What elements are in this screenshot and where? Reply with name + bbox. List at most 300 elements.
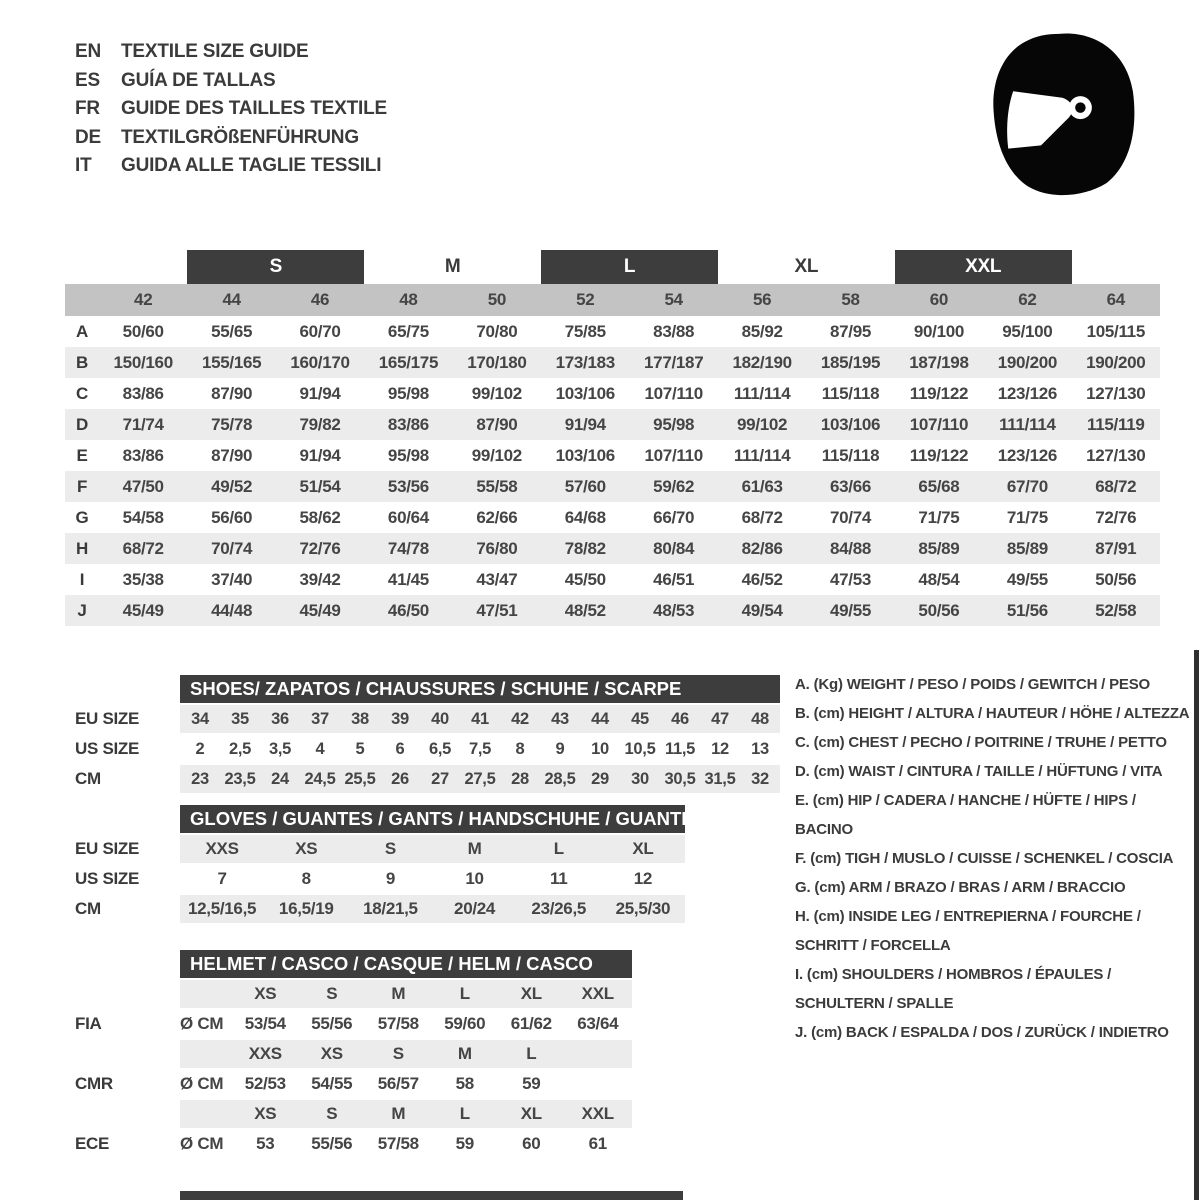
- gloves-cm-row: [75, 895, 685, 923]
- numeric-size: 46: [310, 290, 330, 309]
- lang-title: TEXTILGRÖßENFÜHRUNG: [121, 126, 359, 148]
- size-cell: 91/94: [299, 445, 341, 465]
- size-cell: 45/49: [299, 600, 341, 620]
- legend-line: J. (cm) BACK / ESPALDA / DOS / ZURÜCK / INDIETRO: [795, 1024, 1169, 1041]
- helmet-size-value: 59: [455, 1134, 474, 1153]
- shoe-us-size: 6,5: [428, 739, 452, 758]
- row-letter: I: [79, 569, 85, 589]
- size-cell: 90/100: [913, 321, 965, 341]
- shoe-cm-size: 28,5: [544, 769, 576, 788]
- language-title-block: [75, 38, 387, 181]
- lang-title: GUIDA ALLE TAGLIE TESSILI: [121, 155, 382, 176]
- lang-row-it: [75, 152, 387, 181]
- size-cell: 111/114: [733, 383, 791, 403]
- legend-line: E. (cm) HIP / CADERA / HANCHE / HÜFTE / HIPS / BACINO: [795, 792, 1136, 838]
- eu-size-label: EU SIZE: [75, 839, 140, 858]
- size-cell: 111/114: [999, 414, 1056, 434]
- shoe-eu-size: 35: [231, 709, 249, 728]
- shoe-cm-size: 31,5: [704, 769, 736, 788]
- numeric-size: 64: [1106, 290, 1125, 309]
- size-cell: 85/89: [1006, 538, 1048, 558]
- lang-row-es: [75, 67, 387, 96]
- size-cell: 119/122: [909, 445, 969, 465]
- size-cell: 87/95: [830, 321, 872, 341]
- size-cell: 50/60: [122, 321, 164, 341]
- shoe-eu-size: 34: [191, 709, 209, 728]
- size-cell: 150/160: [113, 352, 173, 372]
- size-cell: 61/63: [741, 476, 783, 496]
- size-cell: 57/60: [564, 476, 606, 496]
- helmet-size-value: 60: [522, 1134, 541, 1153]
- row-letter: B: [76, 352, 88, 372]
- table-row-a: [65, 316, 1160, 347]
- spacer: [75, 980, 180, 1008]
- size-cell: 39/42: [299, 569, 341, 589]
- gloves-us-row: [75, 865, 685, 893]
- size-group-s: S: [187, 250, 364, 284]
- size-cell: 160/170: [290, 352, 350, 372]
- diameter-cm-label: Ø CM: [180, 1074, 224, 1093]
- size-cell: 115/119: [1087, 414, 1145, 434]
- shoe-eu-size: 41: [471, 709, 489, 728]
- glove-us-size: 9: [385, 869, 395, 888]
- size-cell: 111/114: [733, 445, 791, 465]
- size-cell: 68/72: [1095, 476, 1137, 496]
- size-cell: 99/102: [737, 414, 788, 434]
- lang-row-de: [75, 124, 387, 153]
- glove-eu-size: L: [553, 839, 564, 858]
- legend-line: B. (cm) HEIGHT / ALTURA / HAUTEUR / HÖHE / ALTEZZA: [795, 705, 1190, 722]
- glove-cm-size: 20/24: [454, 899, 496, 918]
- size-cell: 55/58: [476, 476, 518, 496]
- helmet-size-label: M: [391, 1104, 406, 1123]
- row-letter: C: [76, 383, 88, 403]
- numeric-size: 56: [752, 290, 772, 309]
- helmet-size-value: 61/62: [510, 1014, 552, 1033]
- lang-title: GUÍA DE TALLAS: [121, 69, 276, 91]
- numeric-size: 52: [576, 290, 595, 309]
- size-cell: 62/66: [476, 507, 518, 527]
- lang-code: IT: [75, 155, 92, 176]
- legend-line: D. (cm) WAIST / CINTURA / TAILLE / HÜFTUNG / VITA: [795, 763, 1163, 780]
- shoe-cm-size: 23,5: [224, 769, 256, 788]
- size-cell: 66/70: [653, 507, 695, 527]
- size-cell: 91/94: [299, 383, 341, 403]
- shoes-us-row: [75, 735, 780, 763]
- helmet-size-value: 57/58: [377, 1014, 419, 1033]
- size-cell: 119/122: [909, 383, 969, 403]
- shoe-eu-size: 37: [311, 709, 329, 728]
- glove-us-size: 7: [217, 869, 227, 888]
- size-cell: 82/86: [741, 538, 783, 558]
- size-cell: 190/200: [997, 352, 1058, 372]
- size-cell: 78/82: [564, 538, 606, 558]
- helmet-size-value: 59/60: [444, 1014, 486, 1033]
- size-cell: 56/60: [211, 507, 253, 527]
- helmet-size-value: 63/64: [577, 1014, 619, 1033]
- size-cell: 72/76: [299, 538, 341, 558]
- racing-helmet-icon: [982, 28, 1146, 202]
- size-cell: 91/94: [564, 414, 606, 434]
- size-cell: 51/56: [1006, 600, 1048, 620]
- size-cell: 70/80: [476, 321, 518, 341]
- numeric-size: 62: [1018, 290, 1037, 309]
- size-cell: 71/75: [1006, 507, 1048, 527]
- helmet-size-label: XS: [254, 984, 277, 1003]
- gloves-size-section: [75, 805, 685, 925]
- size-cell: 44/48: [211, 600, 253, 620]
- size-cell: 43/47: [476, 569, 518, 589]
- main-size-table: [65, 250, 1160, 626]
- size-cell: 70/74: [830, 507, 872, 527]
- standard-name-fia: FIA: [75, 1014, 102, 1033]
- numeric-size: 60: [929, 290, 949, 309]
- shoe-us-size: 10: [591, 739, 609, 758]
- glove-eu-size: S: [384, 839, 396, 858]
- glove-us-size: 12: [633, 869, 653, 888]
- us-size-label: US SIZE: [75, 739, 140, 758]
- helmet-size-value: 59: [522, 1074, 541, 1093]
- size-cell: 103/106: [555, 445, 615, 465]
- shoe-us-size: 8: [515, 739, 525, 758]
- size-cell: 60/70: [299, 321, 341, 341]
- size-cell: 49/54: [741, 600, 783, 620]
- spacer: [75, 1100, 180, 1128]
- helmet-size-label: L: [459, 984, 470, 1003]
- standard-name-cmr: CMR: [75, 1074, 113, 1093]
- size-cell: 35/38: [122, 569, 164, 589]
- shoes-size-section: [75, 675, 780, 795]
- size-cell: 173/183: [555, 352, 615, 372]
- helmet-fia-sizes-row: [75, 980, 632, 1008]
- size-cell: 95/98: [653, 414, 695, 434]
- size-cell: 45/49: [122, 600, 164, 620]
- lang-title: TEXTILE SIZE GUIDE: [121, 41, 309, 62]
- right-edge-line: [1194, 650, 1199, 1200]
- row-letter: D: [76, 414, 88, 434]
- size-cell: 80/84: [653, 538, 695, 558]
- shoe-eu-size: 44: [591, 709, 609, 728]
- shoe-eu-size: 42: [511, 709, 529, 728]
- legend-line: C. (cm) CHEST / PECHO / POITRINE / TRUHE / PETTO: [795, 734, 1167, 751]
- size-cell: 99/102: [471, 445, 522, 465]
- lang-row-fr: [75, 95, 387, 124]
- size-cell: 95/98: [387, 445, 429, 465]
- spacer-cell: [180, 1040, 232, 1068]
- shoe-eu-size: 47: [711, 709, 729, 728]
- lang-row-en: [75, 38, 387, 67]
- shoe-us-size: 4: [315, 739, 325, 758]
- helmet-size-label: XXS: [248, 1044, 282, 1063]
- size-cell: 87/90: [476, 414, 518, 434]
- standard-name-ece: ECE: [75, 1134, 110, 1153]
- shoe-cm-size: 27: [431, 769, 449, 788]
- size-cell: 87/91: [1095, 538, 1137, 558]
- shoe-cm-size: 32: [751, 769, 769, 788]
- size-cell: 54/58: [122, 507, 164, 527]
- helmet-size-value: 57/58: [377, 1134, 419, 1153]
- size-cell: 127/130: [1086, 383, 1146, 403]
- size-cell: 74/78: [387, 538, 429, 558]
- helmet-size-value: 53: [256, 1134, 275, 1153]
- size-cell: 48/54: [918, 569, 960, 589]
- size-cell: 87/90: [211, 445, 253, 465]
- shoe-cm-size: 28: [511, 769, 529, 788]
- helmet-fia-values-row: [75, 1010, 632, 1038]
- legend-line: I. (cm) SHOULDERS / HOMBROS / ÉPAULES / SCHULTERN / SPALLE: [795, 966, 1112, 1012]
- shoe-cm-size: 24,5: [304, 769, 336, 788]
- shoe-us-size: 3,5: [268, 739, 292, 758]
- gloves-eu-row: [75, 835, 685, 863]
- diameter-cm-label: Ø CM: [180, 1134, 224, 1153]
- size-cell: 70/74: [211, 538, 253, 558]
- size-cell: 83/86: [122, 383, 164, 403]
- size-cell: 95/100: [1002, 321, 1053, 341]
- row-letter: J: [77, 600, 87, 620]
- size-cell: 185/195: [820, 352, 881, 372]
- us-size-label: US SIZE: [75, 869, 140, 888]
- size-cell: 49/52: [211, 476, 253, 496]
- helmet-size-label: S: [326, 984, 338, 1003]
- size-cell: 47/50: [122, 476, 164, 496]
- size-cell: 85/89: [918, 538, 960, 558]
- size-cell: 123/126: [997, 383, 1058, 403]
- size-cell: 123/126: [997, 445, 1058, 465]
- size-cell: 187/198: [909, 352, 969, 372]
- size-cell: 65/68: [918, 476, 960, 496]
- table-row-f: [65, 471, 1160, 502]
- numeric-size: 54: [664, 290, 683, 309]
- helmet-size-label: M: [457, 1044, 472, 1063]
- helmet-ece-values-row: [75, 1130, 632, 1158]
- table-row-i: [65, 564, 1160, 595]
- numeric-size: 42: [134, 290, 153, 309]
- table-row-e: [65, 440, 1160, 471]
- shoe-eu-size: 46: [671, 709, 689, 728]
- helmet-size-label: M: [391, 984, 406, 1003]
- shoe-eu-size: 48: [751, 709, 769, 728]
- helmet-size-label: XXL: [581, 984, 614, 1003]
- shoe-eu-size: 38: [351, 709, 369, 728]
- shoe-us-size: 10,5: [624, 739, 656, 758]
- helmet-size-value: 55/56: [311, 1014, 353, 1033]
- shoe-us-size: 11,5: [664, 739, 695, 758]
- helmet-cmr-sizes-row: [75, 1040, 632, 1068]
- helmet-size-value: 53/54: [244, 1014, 286, 1033]
- numeric-size-row: [65, 284, 1160, 316]
- shoe-us-size: 2: [195, 739, 205, 758]
- size-cell: 60/64: [387, 507, 429, 527]
- helmet-size-label: XL: [520, 984, 542, 1003]
- helmet-size-label: S: [326, 1104, 338, 1123]
- row-letter: E: [76, 445, 88, 465]
- shoe-eu-size: 39: [391, 709, 409, 728]
- glove-us-size: 10: [465, 869, 484, 888]
- lang-code: DE: [75, 126, 101, 148]
- lang-code: ES: [75, 69, 100, 91]
- glove-cm-size: 23/26,5: [531, 899, 587, 918]
- size-cell: 47/53: [830, 569, 872, 589]
- size-cell: 50/56: [918, 600, 960, 620]
- shoe-eu-size: 36: [271, 709, 289, 728]
- lang-code: FR: [75, 98, 100, 119]
- size-cell: 50/56: [1095, 569, 1137, 589]
- numeric-size: 48: [399, 290, 418, 309]
- cutoff-bottom-bar: [180, 1191, 683, 1200]
- shoe-us-size: 13: [751, 739, 769, 758]
- helmet-size-label: XS: [320, 1044, 343, 1063]
- size-cell: 103/106: [820, 414, 881, 434]
- diameter-cm-label: Ø CM: [180, 1014, 224, 1033]
- table-row-g: [65, 502, 1160, 533]
- size-cell: 48/53: [653, 600, 695, 620]
- numeric-size: 58: [841, 290, 860, 309]
- table-row-d: [65, 409, 1160, 440]
- size-cell: 190/200: [1086, 352, 1146, 372]
- size-cell: 45/50: [564, 569, 606, 589]
- size-cell: 67/70: [1006, 476, 1048, 496]
- size-cell: 103/106: [555, 383, 615, 403]
- size-cell: 68/72: [741, 507, 783, 527]
- shoe-cm-size: 24: [271, 769, 289, 788]
- size-cell: 84/88: [830, 538, 872, 558]
- size-cell: 105/115: [1086, 321, 1145, 341]
- size-cell: 55/65: [211, 321, 253, 341]
- shoe-eu-size: 43: [551, 709, 569, 728]
- measurement-legend: [795, 670, 1197, 1047]
- helmet-size-label: XXL: [581, 1104, 614, 1123]
- legend-line: G. (cm) ARM / BRAZO / BRAS / ARM / BRACCIO: [795, 879, 1126, 896]
- size-cell: 115/118: [821, 383, 880, 403]
- size-cell: 72/76: [1095, 507, 1137, 527]
- glove-eu-size: M: [467, 839, 482, 858]
- shoe-cm-size: 29: [591, 769, 609, 788]
- numeric-size: 50: [487, 290, 507, 309]
- shoe-us-size: 9: [555, 739, 565, 758]
- size-cell: 107/110: [644, 383, 703, 403]
- shoe-us-size: 2,5: [228, 739, 252, 758]
- legend-line: A. (Kg) WEIGHT / PESO / POIDS / GEWITCH / PESO: [795, 676, 1150, 693]
- legend-line: F. (cm) TIGH / MUSLO / CUISSE / SCHENKEL / COSCIA: [795, 850, 1174, 867]
- shoe-cm-size: 25,5: [344, 769, 376, 788]
- size-cell: 99/102: [471, 383, 522, 403]
- size-cell: 75/78: [211, 414, 253, 434]
- size-cell: 71/75: [918, 507, 960, 527]
- size-cell: 127/130: [1086, 445, 1146, 465]
- size-cell: 107/110: [909, 414, 969, 434]
- row-letter: F: [76, 476, 88, 496]
- helmet-size-value: 56/57: [377, 1074, 419, 1093]
- helmet-cmr-values-row: [75, 1070, 632, 1098]
- shoes-eu-row: [75, 705, 780, 733]
- size-group-m: M: [444, 256, 461, 277]
- glove-cm-size: 12,5/16,5: [187, 899, 257, 918]
- shoe-cm-size: 27,5: [464, 769, 496, 788]
- size-cell: 46/50: [387, 600, 429, 620]
- lang-code: EN: [75, 41, 101, 62]
- helmet-size-label: XL: [520, 1104, 542, 1123]
- size-cell: 46/51: [653, 569, 695, 589]
- size-cell: 182/190: [732, 352, 792, 372]
- shoes-cm-row: [75, 765, 780, 793]
- lang-title: GUIDE DES TAILLES TEXTILE: [121, 98, 387, 119]
- table-row-h: [65, 533, 1160, 564]
- size-cell: 46/52: [741, 569, 783, 589]
- shoe-eu-size: 45: [631, 709, 649, 728]
- table-row-b: [65, 347, 1160, 378]
- size-cell: 87/90: [211, 383, 253, 403]
- table-row-j: [65, 595, 1160, 626]
- shoe-us-size: 5: [355, 739, 365, 758]
- helmet-size-section: [75, 950, 632, 1160]
- size-cell: 155/165: [201, 352, 262, 372]
- shoe-us-size: 7,5: [468, 739, 492, 758]
- size-cell: 83/86: [122, 445, 164, 465]
- size-cell: 75/85: [564, 321, 606, 341]
- row-letter: H: [76, 538, 88, 558]
- size-cell: 76/80: [476, 538, 518, 558]
- size-cell: 37/40: [211, 569, 253, 589]
- size-cell: 48/52: [564, 600, 606, 620]
- helmet-size-label: L: [459, 1104, 470, 1123]
- size-cell: 165/175: [378, 352, 439, 372]
- size-cell: 64/68: [564, 507, 606, 527]
- glove-cm-size: 18/21,5: [363, 899, 418, 918]
- glove-cm-size: 25,5/30: [615, 899, 671, 918]
- size-group-header: [99, 250, 1160, 284]
- row-letter: G: [75, 507, 89, 527]
- helmet-ece-sizes-row: [75, 1100, 632, 1128]
- gloves-section-title: GLOVES / GUANTES / GANTS / HANDSCHUHE / GUANTI: [180, 805, 685, 833]
- size-cell: 83/86: [387, 414, 429, 434]
- legend-line: H. (cm) INSIDE LEG / ENTREPIERNA / FOURCHE / SCHRITT / FORCELLA: [795, 908, 1141, 954]
- glove-us-size: 8: [301, 869, 311, 888]
- size-group-xl: XL: [794, 256, 819, 277]
- size-cell: 83/88: [653, 321, 695, 341]
- size-cell: 58/62: [299, 507, 341, 527]
- helmet-size-label: XS: [254, 1104, 277, 1123]
- size-cell: 65/75: [387, 321, 429, 341]
- helmet-size-value: 52/53: [244, 1074, 286, 1093]
- glove-cm-size: 16,5/19: [278, 899, 334, 918]
- size-cell: 68/72: [122, 538, 164, 558]
- eu-size-label: EU SIZE: [75, 709, 140, 728]
- size-cell: 49/55: [830, 600, 872, 620]
- glove-eu-size: XS: [295, 839, 318, 858]
- size-cell: 41/45: [387, 569, 429, 589]
- size-group-l: L: [541, 250, 718, 284]
- size-cell: 95/98: [387, 383, 429, 403]
- size-cell: 51/54: [299, 476, 341, 496]
- numeric-size: 44: [222, 290, 241, 309]
- helmet-size-value: 55/56: [311, 1134, 353, 1153]
- size-cell: 63/66: [830, 476, 872, 496]
- row-letter: A: [76, 321, 88, 341]
- size-cell: 49/55: [1006, 569, 1048, 589]
- shoe-us-size: 6: [395, 739, 405, 758]
- helmet-size-value: 54/55: [311, 1074, 353, 1093]
- size-cell: 59/62: [653, 476, 695, 496]
- spacer: [75, 1040, 180, 1068]
- shoe-cm-size: 26: [391, 769, 409, 788]
- size-group-xxl: XXL: [895, 250, 1072, 284]
- size-cell: 85/92: [741, 321, 783, 341]
- glove-us-size: 11: [550, 869, 568, 888]
- size-cell: 71/74: [122, 414, 164, 434]
- cm-label: CM: [75, 899, 101, 918]
- helmet-size-value: 58: [455, 1074, 474, 1093]
- table-row-c: [65, 378, 1160, 409]
